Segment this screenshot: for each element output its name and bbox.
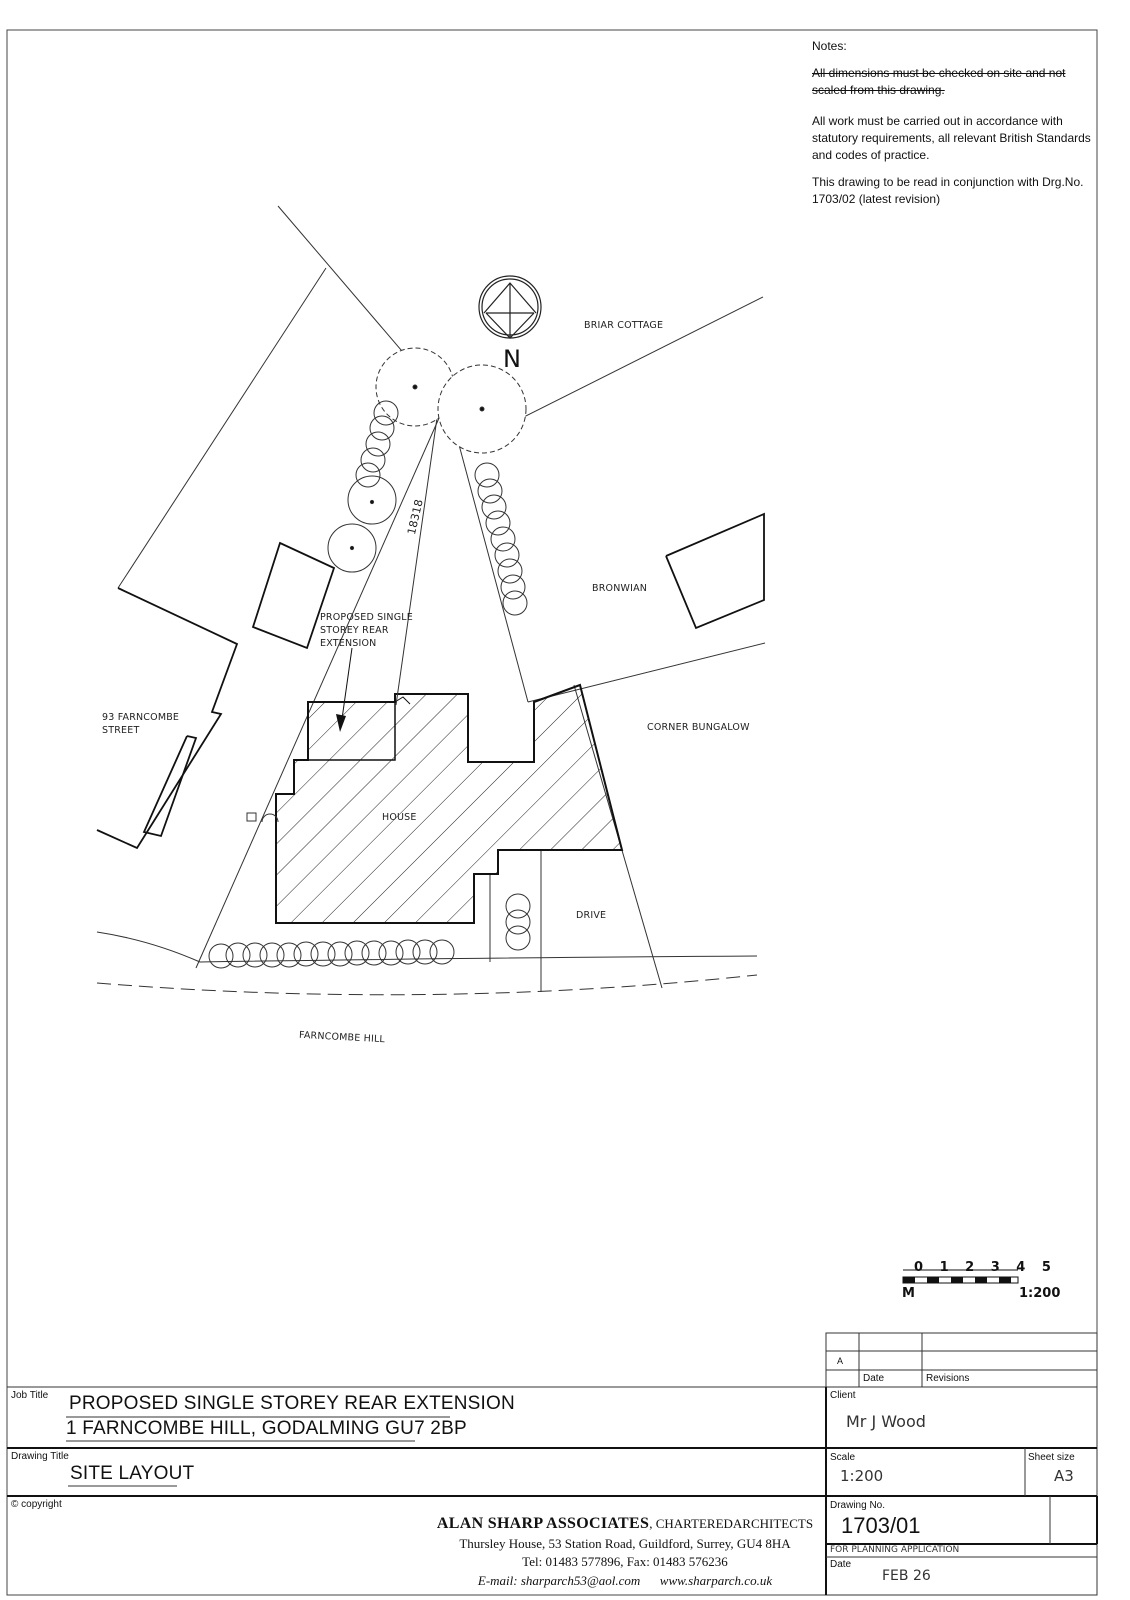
job-title-label: Job Title [11,1390,49,1401]
label-bronwian: BRONWIAN [592,583,648,594]
firm-suffix: , CHARTEREDARCHITECTS [649,1516,814,1531]
label-proposed-2: STOREY REAR [320,625,389,636]
notes-heading: Notes: [812,39,847,53]
status-label: FOR PLANNING APPLICATION [830,1545,960,1555]
road-edge-dashed [97,975,757,995]
scale-bar-ratio: 1:200 [1019,1286,1061,1301]
job-title-line2: 1 FARNCOMBE HILL, GODALMING GU7 2BP [66,1418,467,1439]
drawing-no-value: 1703/01 [841,1513,921,1538]
revisions-label: Revisions [926,1373,970,1384]
struck-note-line2: scaled from this drawing. [812,83,945,97]
label-briar-cottage: BRIAR COTTAGE [584,320,664,331]
firm-name: ALAN SHARP ASSOCIATES [436,1515,650,1532]
revision-letter: A [837,1356,844,1366]
drawing-title-value: SITE LAYOUT [70,1463,195,1484]
label-proposed-1: PROPOSED SINGLE [320,612,413,623]
note-conjunction: This drawing to be read in conjunction with Drg.No. 1703/02 (latest revision) [812,175,1084,206]
north-arrow-icon [479,276,541,338]
scale-label: Scale [830,1452,856,1463]
sheet-size-label: Sheet size [1028,1452,1075,1463]
job-title-line1: PROPOSED SINGLE STOREY REAR EXTENSION [69,1393,515,1414]
firm-address: Thursley House, 53 Station Road, Guildford, Surrey, GU4 8HA [459,1536,791,1551]
trees [328,348,526,572]
label-house: HOUSE [382,812,417,823]
date-label: Date [830,1559,852,1570]
date-value: FEB 26 [882,1568,931,1584]
revision-date-label: Date [863,1373,885,1384]
struck-note [812,65,1102,99]
label-corner-bungalow: CORNER BUNGALOW [647,722,750,733]
dimension-label: 18318 [405,497,426,536]
road-kerb [97,932,757,962]
label-drive: DRIVE [576,910,607,921]
label-farncombe-street-2: STREET [102,725,140,736]
drawing-no-label: Drawing No. [830,1500,886,1511]
client-label: Client [830,1390,856,1401]
copyright-label: © copyright [11,1499,62,1510]
firm-email: E-mail: sharparch53@aol.com www.sharparch.co.uk [477,1573,773,1588]
north-label: N [503,345,521,373]
notes-panel [812,38,1102,218]
note-statutory: All work must be carried out in accordance with statutory requirements, all relevant British Standards and codes of practice. [812,114,1091,162]
label-road: FARNCOMBE HILL [298,1029,386,1046]
label-proposed-3: EXTENSION [320,638,377,649]
firm-name-line [330,1515,920,1533]
label-farncombe-street-1: 93 FARNCOMBE [102,712,180,723]
scale-bar-unit: M [902,1286,915,1301]
house-footprint [276,685,622,923]
scale-bar-ticks: 0 1 2 3 4 5 [914,1260,1057,1275]
struck-note-line1: All dimensions must be checked on site and not [812,66,1066,80]
sheet-size-value: A3 [1054,1467,1074,1485]
client-value: Mr J Wood [846,1412,926,1431]
drawing-title-label: Drawing Title [11,1451,69,1462]
scale-value: 1:200 [840,1467,884,1485]
firm-tel: Tel: 01483 577896, Fax: 01483 576236 [522,1554,728,1569]
